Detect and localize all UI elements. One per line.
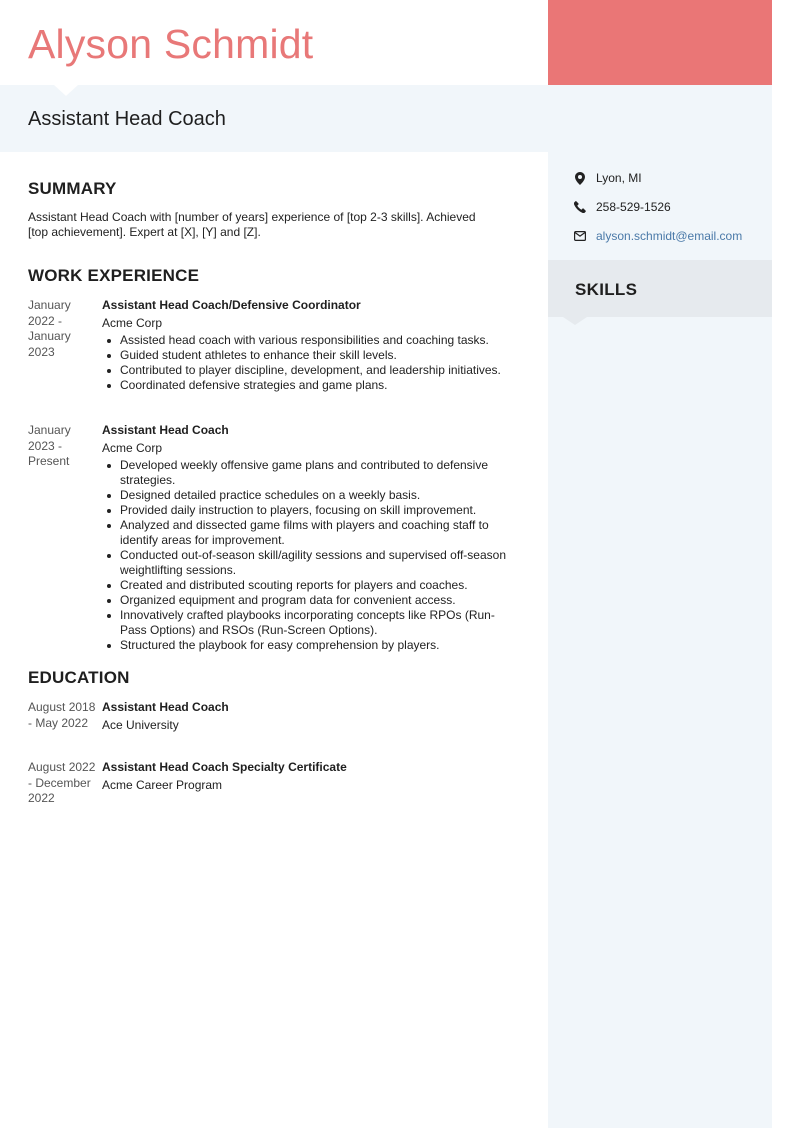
summary-text: Assistant Head Coach with [number of years] experience of [top 2-3 skills]. Achieved [top achievement]. Expert at [X], [Y] and [Z]. [28, 210, 476, 239]
contact-email[interactable] [573, 227, 742, 245]
bullet-item: Structured the playbook for easy comprehension by players. [102, 638, 516, 653]
bullet-item: Analyzed and dissected game films with players and coaching staff to identify areas for improvement. [102, 518, 516, 548]
entry-date: August 2018 - May 2022 [28, 700, 96, 730]
envelope-icon [573, 230, 586, 243]
entry-role: Assistant Head Coach/Defensive Coordinator [102, 298, 361, 312]
candidate-name: Alyson Schmidt [28, 21, 314, 67]
entry-role: Assistant Head Coach [102, 423, 229, 437]
phone-icon [573, 201, 586, 214]
entry-date: January 2023 - Present [28, 423, 71, 468]
location-text: Lyon, MI [596, 171, 642, 185]
skills-heading: SKILLS [575, 280, 638, 299]
entry-org: Ace University [102, 718, 179, 732]
bullet-item: Assisted head coach with various responsibilities and coaching tasks. [102, 333, 516, 348]
map-pin-icon [573, 172, 586, 185]
bullet-item: Designed detailed practice schedules on a weekly basis. [102, 488, 516, 503]
entry-date: January 2022 - January 2023 [28, 298, 71, 359]
entry-date: August 2022 - December 2022 [28, 760, 96, 805]
work-experience-heading: WORK EXPERIENCE [28, 266, 200, 285]
job-title: Assistant Head Coach [28, 108, 226, 130]
skills-notch [563, 317, 587, 325]
entry-role: Assistant Head Coach [102, 700, 229, 714]
entry-org: Acme Corp [102, 441, 163, 455]
entry-org: Acme Career Program [102, 778, 223, 792]
bullet-item: Developed weekly offensive game plans and contributed to defensive strategies. [102, 458, 516, 488]
bullet-item: Conducted out-of-season skill/agility sessions and supervised off-season weightlifting sessions. [102, 548, 516, 578]
bullet-item: Guided student athletes to enhance their skill levels. [102, 348, 516, 363]
bullet-item: Innovatively crafted playbooks incorporating concepts like RPOs (Run-Pass Options) and RSOs (Run-Screen Options). [102, 608, 516, 638]
phone-text: 258-529-1526 [596, 200, 671, 214]
title-notch [54, 85, 78, 96]
education-heading: EDUCATION [28, 668, 130, 687]
entry-bullets [102, 458, 516, 653]
bullet-item: Created and distributed scouting reports for players and coaches. [102, 578, 516, 593]
entry-role: Assistant Head Coach Specialty Certificate [102, 760, 347, 774]
entry-org: Acme Corp [102, 316, 163, 330]
email-link[interactable]: alyson.schmidt@email.com [596, 229, 743, 243]
bullet-item: Organized equipment and program data for convenient access. [102, 593, 516, 608]
entry-bullets [102, 333, 516, 393]
bullet-item: Coordinated defensive strategies and game plans. [102, 378, 516, 393]
bullet-item: Contributed to player discipline, development, and leadership initiatives. [102, 363, 516, 378]
bullet-item: Provided daily instruction to players, focusing on skill improvement. [102, 503, 516, 518]
contact-phone [573, 198, 671, 216]
contact-location [573, 169, 642, 187]
accent-block [548, 0, 772, 85]
summary-heading: SUMMARY [28, 179, 117, 198]
